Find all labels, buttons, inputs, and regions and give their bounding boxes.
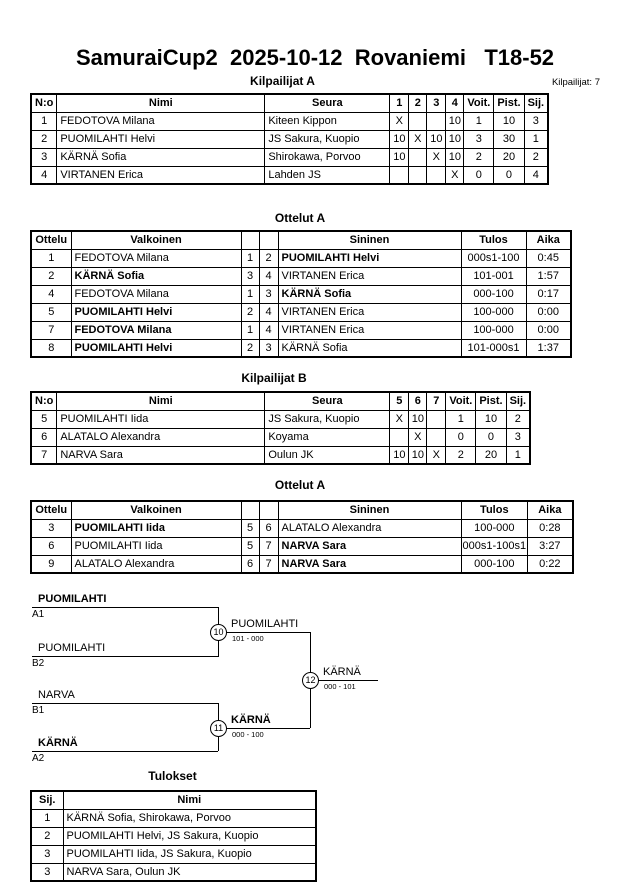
cell-valkoinen: PUOMILAHTI Iida	[71, 537, 241, 555]
cell-ottelu: 7	[31, 321, 71, 339]
table-row	[31, 166, 548, 184]
match-row	[31, 303, 571, 321]
cell-nimi: KÄRNÄ Sofia	[57, 148, 265, 166]
cell-tulos: 101-000s1	[461, 339, 526, 357]
group-a-header-row	[31, 94, 548, 112]
cell-5: X	[390, 410, 409, 428]
cell-nimi: ALATALO Alexandra	[57, 428, 265, 446]
cell-voit: 2	[446, 446, 476, 464]
cell-sij: 2	[31, 827, 63, 845]
match-row	[31, 249, 571, 267]
cell-2	[409, 112, 427, 130]
col-wnum	[241, 501, 259, 519]
col-aika: Aika	[526, 231, 571, 249]
cell-voit: 0	[464, 166, 494, 184]
matches-b-table	[30, 500, 574, 574]
cell-no: 4	[31, 166, 57, 184]
bracket-line	[32, 703, 218, 704]
cell-sij: 3	[506, 428, 530, 446]
bracket-slot-name: PUOMILAHTI	[38, 642, 106, 654]
cell-pist: 20	[494, 148, 524, 166]
table-row	[31, 410, 530, 428]
cell-aika: 0:00	[526, 303, 571, 321]
col-pist: Pist.	[476, 392, 506, 410]
cell-sij: 3	[31, 845, 63, 863]
col-nimi: Nimi	[57, 392, 265, 410]
cell-valkoinen: FEDOTOVA Milana	[71, 249, 241, 267]
cell-5	[390, 428, 409, 446]
result-row	[31, 809, 316, 827]
cell-aika: 0:22	[528, 555, 573, 573]
cell-ottelu: 3	[31, 519, 71, 537]
cell-7: X	[427, 446, 446, 464]
group-b-header-row	[31, 392, 530, 410]
matches-b-header	[0, 478, 630, 492]
bracket-slot-code: B1	[32, 705, 45, 716]
bracket-match-score: 000 - 100	[232, 730, 264, 739]
cell-sininen: VIRTANEN Erica	[278, 321, 461, 339]
cell-voit: 0	[446, 428, 476, 446]
cell-wnum: 6	[241, 555, 259, 573]
bracket-winner-name: PUOMILAHTI	[231, 618, 299, 630]
cell-bnum: 4	[259, 321, 278, 339]
cell-6: X	[409, 428, 427, 446]
cell-sininen: KÄRNÄ Sofia	[278, 285, 461, 303]
cell-3: X	[427, 148, 446, 166]
cell-6: 10	[409, 446, 427, 464]
cell-7	[427, 428, 446, 446]
cell-wnum: 3	[241, 267, 259, 285]
cell-seura: Shirokawa, Porvoo	[265, 148, 390, 166]
col-3: 3	[427, 94, 446, 112]
bracket-match-number: 10	[210, 624, 227, 641]
cell-4: 10	[446, 130, 464, 148]
cell-aika: 0:45	[526, 249, 571, 267]
elimination-bracket	[30, 590, 600, 766]
bracket-winner-name: KÄRNÄ	[231, 714, 271, 726]
cell-wnum: 2	[241, 303, 259, 321]
cell-nimi: KÄRNÄ Sofia, Shirokawa, Porvoo	[63, 809, 316, 827]
cell-voit: 2	[464, 148, 494, 166]
col-4: 4	[446, 94, 464, 112]
col-sij: Sij.	[506, 392, 530, 410]
col-voit: Voit.	[446, 392, 476, 410]
cell-valkoinen: PUOMILAHTI Helvi	[71, 303, 241, 321]
cell-sininen: PUOMILAHTI Helvi	[278, 249, 461, 267]
cell-ottelu: 4	[31, 285, 71, 303]
cell-sininen: KÄRNÄ Sofia	[278, 339, 461, 357]
page-title: SamuraiCup2 2025-10-12 Rovaniemi T18-52	[75, 45, 555, 70]
cell-no: 6	[31, 428, 57, 446]
cell-no: 3	[31, 148, 57, 166]
col-seura: Seura	[265, 94, 390, 112]
cell-1	[390, 166, 409, 184]
cell-bnum: 7	[259, 537, 278, 555]
cell-aika: 1:57	[526, 267, 571, 285]
cell-ottelu: 8	[31, 339, 71, 357]
cell-tulos: 000s1-100	[461, 249, 526, 267]
cell-6: 10	[409, 410, 427, 428]
cell-ottelu: 2	[31, 267, 71, 285]
cell-sininen: NARVA Sara	[278, 537, 461, 555]
col-tulos: Tulos	[461, 501, 528, 519]
results-header	[0, 769, 630, 783]
competitor-count-note: Kilpailijat: 7	[551, 77, 600, 88]
cell-wnum: 1	[241, 249, 259, 267]
cell-sij: 4	[524, 166, 548, 184]
cell-voit: 3	[464, 130, 494, 148]
bracket-slot-code: B2	[32, 658, 45, 669]
cell-wnum: 5	[241, 537, 259, 555]
cell-aika: 0:28	[528, 519, 573, 537]
bracket-slot-name: NARVA	[38, 689, 75, 701]
matches-b-heading: Ottelut A	[274, 478, 326, 492]
bracket-line	[218, 632, 310, 633]
col-pist: Pist.	[494, 94, 524, 112]
cell-sij: 1	[524, 130, 548, 148]
cell-sininen: VIRTANEN Erica	[278, 303, 461, 321]
group-a-table	[30, 93, 549, 185]
cell-nimi: PUOMILAHTI Helvi	[57, 130, 265, 148]
results-table	[30, 790, 317, 882]
cell-nimi: FEDOTOVA Milana	[57, 112, 265, 130]
cell-sij: 2	[506, 410, 530, 428]
cell-3: 10	[427, 130, 446, 148]
cell-no: 2	[31, 130, 57, 148]
cell-ottelu: 9	[31, 555, 71, 573]
cell-seura: Koyama	[265, 428, 390, 446]
match-row	[31, 555, 573, 573]
cell-bnum: 4	[259, 303, 278, 321]
cell-wnum: 1	[241, 321, 259, 339]
cell-no: 7	[31, 446, 57, 464]
cell-5: 10	[390, 446, 409, 464]
cell-tulos: 100-000	[461, 519, 528, 537]
cell-valkoinen: FEDOTOVA Milana	[71, 321, 241, 339]
cell-2	[409, 166, 427, 184]
cell-valkoinen: FEDOTOVA Milana	[71, 285, 241, 303]
bracket-line	[32, 656, 218, 657]
matches-a-table	[30, 230, 572, 358]
bracket-line	[218, 728, 310, 729]
cell-tulos: 100-000	[461, 321, 526, 339]
col-no: N:o	[31, 392, 57, 410]
cell-bnum: 3	[259, 339, 278, 357]
cell-pist: 10	[476, 410, 506, 428]
cell-valkoinen: PUOMILAHTI Iida	[71, 519, 241, 537]
bracket-line	[310, 680, 378, 681]
group-b-heading: Kilpailijat B	[241, 371, 307, 385]
cell-seura: JS Sakura, Kuopio	[265, 410, 390, 428]
group-b-table	[30, 391, 531, 465]
result-row	[31, 845, 316, 863]
matches-b-header-row	[31, 501, 573, 519]
cell-pist: 10	[494, 112, 524, 130]
col-bnum	[259, 501, 278, 519]
cell-2	[409, 148, 427, 166]
match-row	[31, 321, 571, 339]
cell-nimi: PUOMILAHTI Iida, JS Sakura, Kuopio	[63, 845, 316, 863]
cell-pist: 30	[494, 130, 524, 148]
cell-ottelu: 6	[31, 537, 71, 555]
group-a-header	[0, 74, 630, 88]
cell-valkoinen: KÄRNÄ Sofia	[71, 267, 241, 285]
cell-sij: 2	[524, 148, 548, 166]
cell-ottelu: 1	[31, 249, 71, 267]
cell-nimi: NARVA Sara	[57, 446, 265, 464]
cell-1: 10	[390, 130, 409, 148]
table-row	[31, 148, 548, 166]
cell-nimi: PUOMILAHTI Iida	[57, 410, 265, 428]
bracket-slot-code: A1	[32, 609, 45, 620]
col-ottelu: Ottelu	[31, 501, 71, 519]
cell-no: 5	[31, 410, 57, 428]
cell-1: X	[390, 112, 409, 130]
cell-valkoinen: ALATALO Alexandra	[71, 555, 241, 573]
bracket-slot-name: KÄRNÄ	[38, 737, 78, 749]
match-row	[31, 537, 573, 555]
cell-seura: Kiteen Kippon	[265, 112, 390, 130]
bracket-slot-name: PUOMILAHTI	[38, 593, 107, 605]
cell-wnum: 5	[241, 519, 259, 537]
col-tulos: Tulos	[461, 231, 526, 249]
cell-2: X	[409, 130, 427, 148]
col-sij: Sij.	[31, 791, 63, 809]
col-7: 7	[427, 392, 446, 410]
cell-no: 1	[31, 112, 57, 130]
col-bnum	[259, 231, 278, 249]
group-b-header	[0, 371, 630, 385]
cell-tulos: 101-001	[461, 267, 526, 285]
cell-sij: 1	[506, 446, 530, 464]
col-sininen: Sininen	[278, 231, 461, 249]
cell-bnum: 4	[259, 267, 278, 285]
col-voit: Voit.	[464, 94, 494, 112]
cell-tulos: 000-100	[461, 555, 528, 573]
match-row	[31, 285, 571, 303]
cell-aika: 1:37	[526, 339, 571, 357]
cell-valkoinen: PUOMILAHTI Helvi	[71, 339, 241, 357]
col-1: 1	[390, 94, 409, 112]
col-seura: Seura	[265, 392, 390, 410]
col-valkoinen: Valkoinen	[71, 501, 241, 519]
bracket-line	[32, 607, 218, 608]
cell-4: 10	[446, 112, 464, 130]
cell-voit: 1	[464, 112, 494, 130]
col-nimi: Nimi	[63, 791, 316, 809]
result-row	[31, 863, 316, 881]
table-row	[31, 446, 530, 464]
col-2: 2	[409, 94, 427, 112]
col-aika: Aika	[528, 501, 573, 519]
matches-a-header	[0, 211, 630, 225]
bracket-line	[32, 751, 218, 752]
bracket-match-number: 12	[302, 672, 319, 689]
cell-seura: JS Sakura, Kuopio	[265, 130, 390, 148]
cell-aika: 0:17	[526, 285, 571, 303]
cell-bnum: 6	[259, 519, 278, 537]
cell-7	[427, 410, 446, 428]
cell-sij: 3	[524, 112, 548, 130]
col-6: 6	[409, 392, 427, 410]
cell-3	[427, 112, 446, 130]
bracket-slot-code: A2	[32, 753, 45, 764]
cell-ottelu: 5	[31, 303, 71, 321]
match-row	[31, 519, 573, 537]
table-row	[31, 130, 548, 148]
cell-aika: 3:27	[528, 537, 573, 555]
results-heading: Tulokset	[148, 769, 197, 783]
col-sininen: Sininen	[278, 501, 461, 519]
cell-wnum: 2	[241, 339, 259, 357]
match-row	[31, 267, 571, 285]
col-nimi: Nimi	[57, 94, 265, 112]
cell-sininen: NARVA Sara	[278, 555, 461, 573]
cell-sininen: VIRTANEN Erica	[278, 267, 461, 285]
col-valkoinen: Valkoinen	[71, 231, 241, 249]
cell-4: X	[446, 166, 464, 184]
col-ottelu: Ottelu	[31, 231, 71, 249]
cell-aika: 0:00	[526, 321, 571, 339]
col-no: N:o	[31, 94, 57, 112]
result-row	[31, 827, 316, 845]
col-5: 5	[390, 392, 409, 410]
cell-bnum: 3	[259, 285, 278, 303]
bracket-match-score: 101 - 000	[232, 634, 264, 643]
cell-nimi: NARVA Sara, Oulun JK	[63, 863, 316, 881]
bracket-match-score: 000 - 101	[324, 682, 356, 691]
matches-a-heading: Ottelut A	[274, 211, 326, 225]
cell-tulos: 000-100	[461, 285, 526, 303]
cell-pist: 20	[476, 446, 506, 464]
col-wnum	[241, 231, 259, 249]
cell-tulos: 000s1-100s1	[461, 537, 528, 555]
cell-tulos: 100-000	[461, 303, 526, 321]
cell-seura: Lahden JS	[265, 166, 390, 184]
cell-nimi: VIRTANEN Erica	[57, 166, 265, 184]
cell-pist: 0	[494, 166, 524, 184]
cell-wnum: 1	[241, 285, 259, 303]
col-sij: Sij.	[524, 94, 548, 112]
matches-a-header-row	[31, 231, 571, 249]
cell-voit: 1	[446, 410, 476, 428]
cell-sij: 1	[31, 809, 63, 827]
cell-1: 10	[390, 148, 409, 166]
cell-4: 10	[446, 148, 464, 166]
results-header-row	[31, 791, 316, 809]
cell-nimi: PUOMILAHTI Helvi, JS Sakura, Kuopio	[63, 827, 316, 845]
cell-sininen: ALATALO Alexandra	[278, 519, 461, 537]
bracket-winner-name: KÄRNÄ	[323, 666, 361, 678]
cell-bnum: 2	[259, 249, 278, 267]
bracket-match-number: 11	[210, 720, 227, 737]
cell-bnum: 7	[259, 555, 278, 573]
cell-seura: Oulun JK	[265, 446, 390, 464]
group-a-heading: Kilpailijat A	[250, 74, 315, 88]
table-row	[31, 428, 530, 446]
cell-3	[427, 166, 446, 184]
cell-sij: 3	[31, 863, 63, 881]
match-row	[31, 339, 571, 357]
table-row	[31, 112, 548, 130]
cell-pist: 0	[476, 428, 506, 446]
